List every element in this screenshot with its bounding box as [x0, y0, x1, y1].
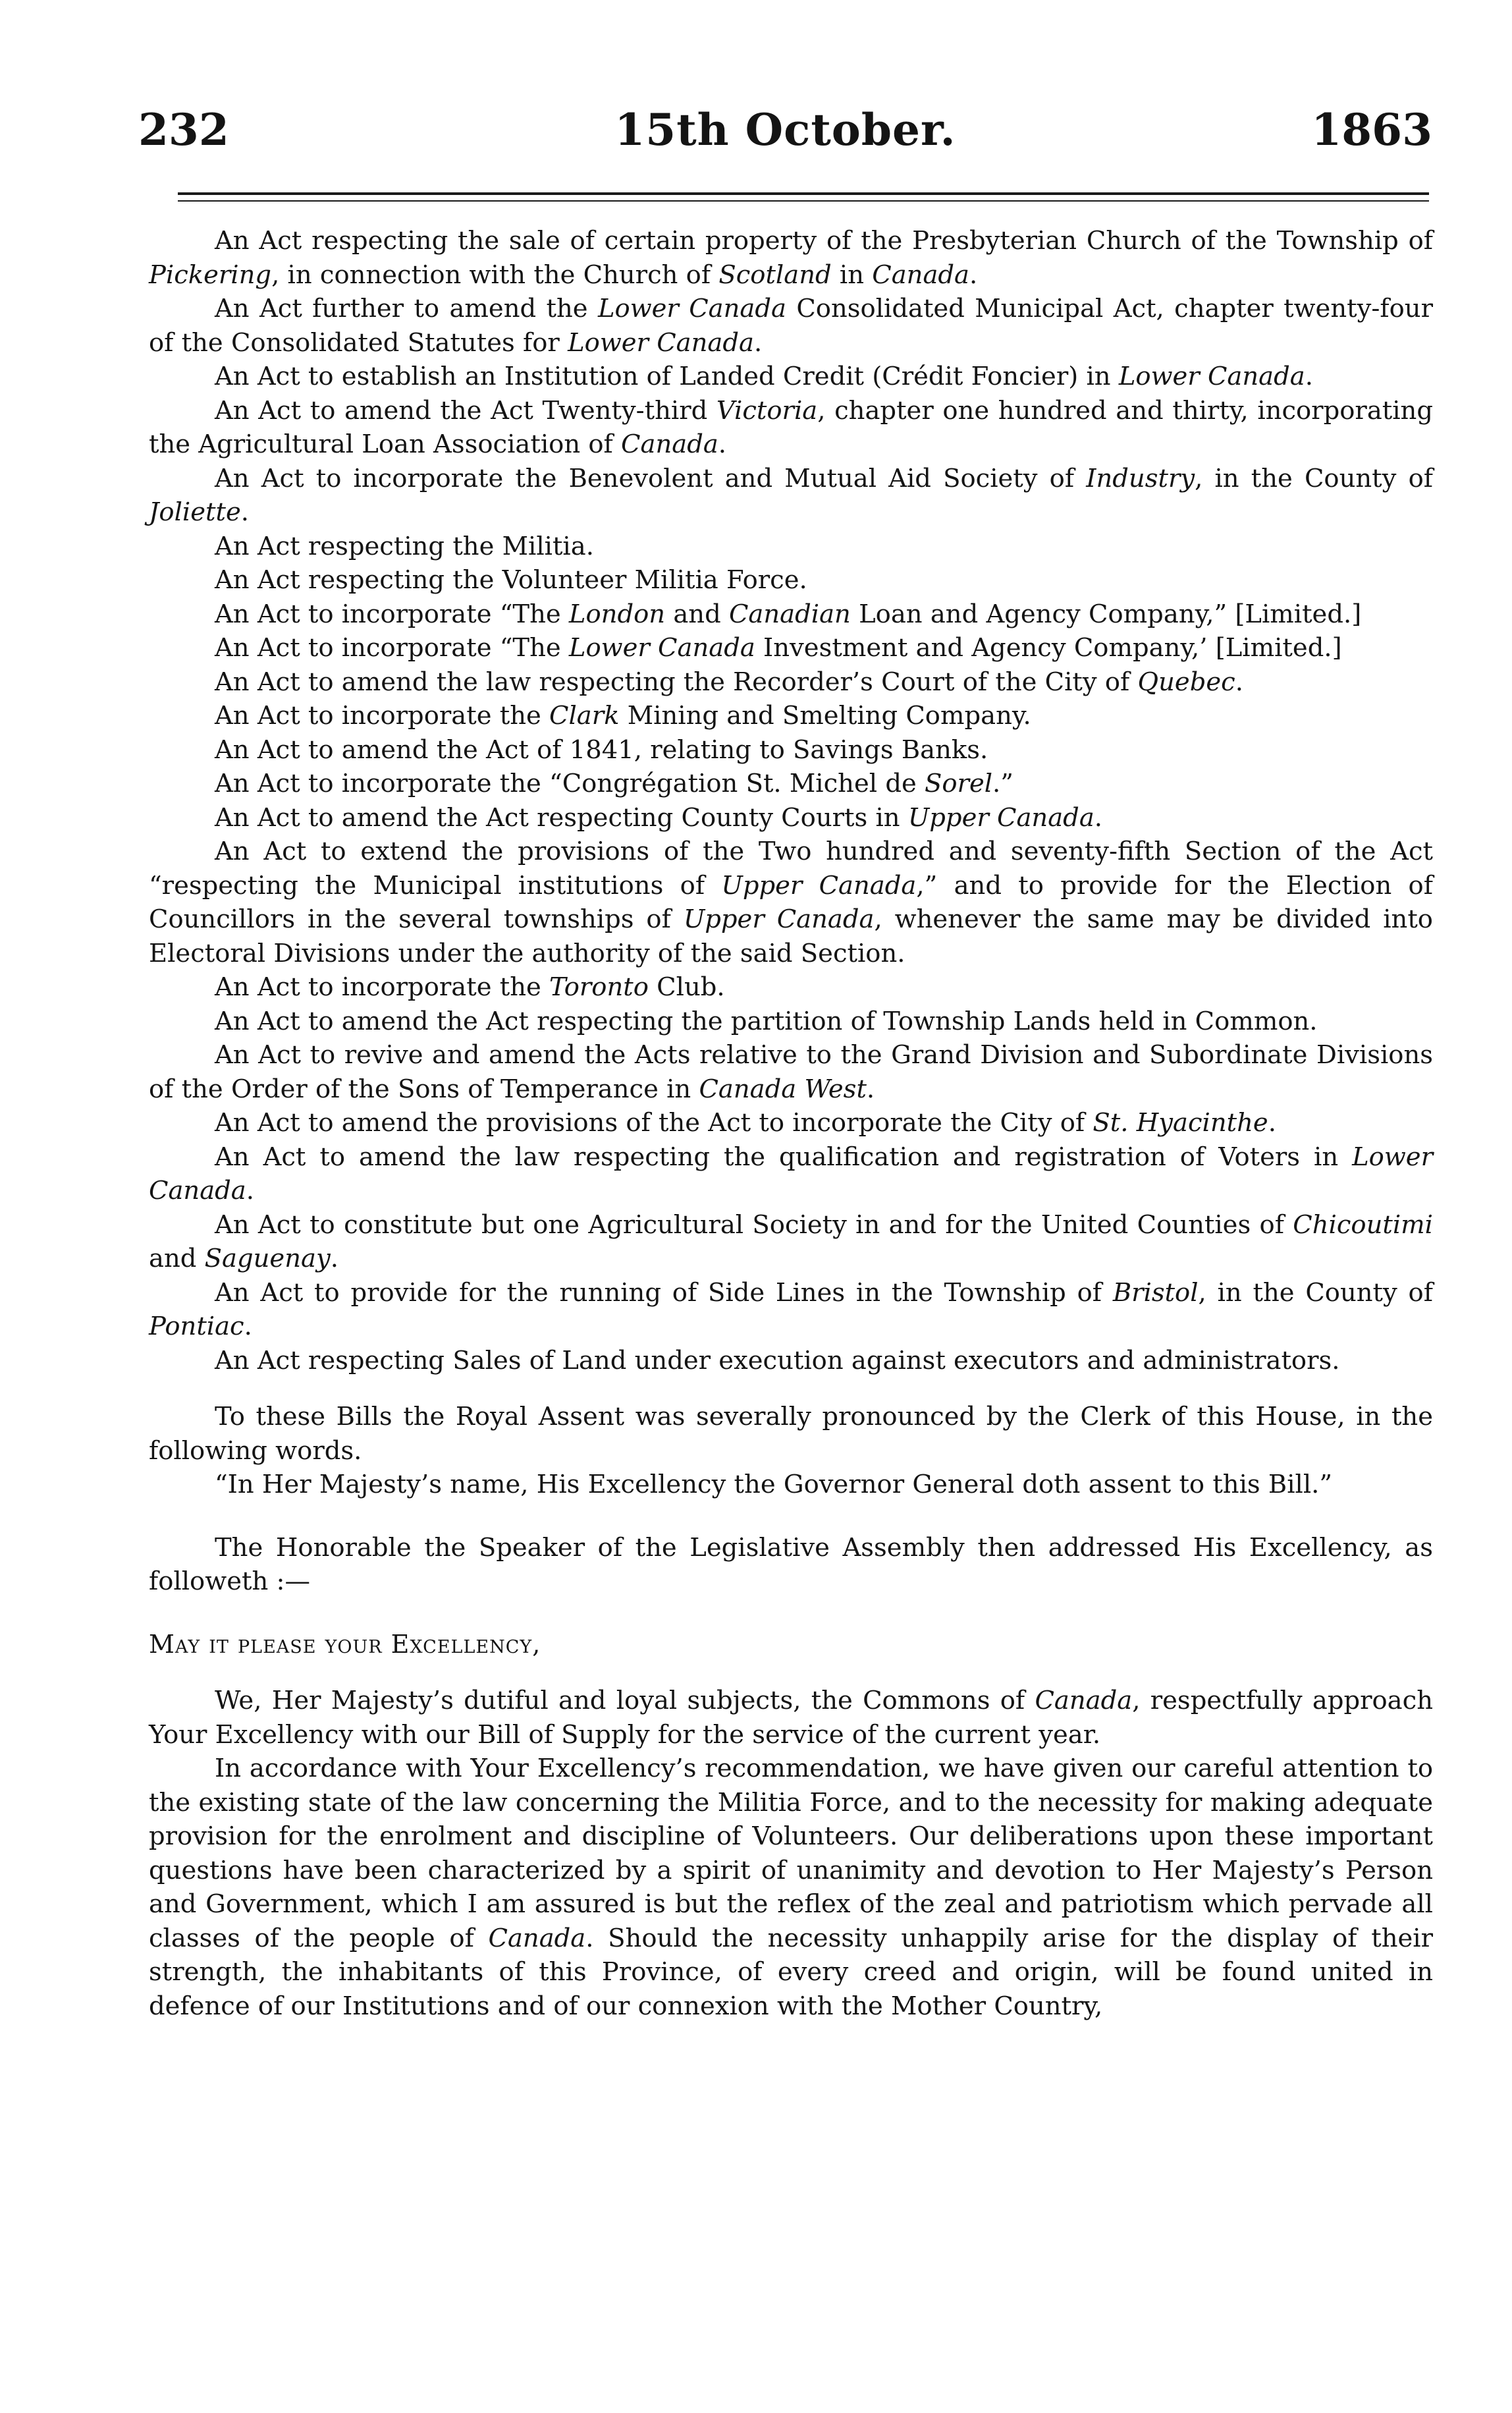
- act-entry: An Act respecting Sales of Land under execution against executors and administrators.: [215, 1345, 1340, 1375]
- act-entry: An Act respecting the Militia.: [215, 531, 594, 561]
- act-entry: An Act to incorporate the Benevolent and Mutual Aid Society of Industry, in the County of Joliette.: [149, 463, 1433, 527]
- header-rule-thick: [178, 192, 1429, 195]
- act-entry: An Act to amend the Act of 1841, relating to Savings Banks.: [215, 735, 988, 765]
- act-entry: An Act respecting the sale of certain property of the Presbyterian Church of the Township of Pickering, in connection with the Church of Scotland in Canada.: [149, 226, 1433, 290]
- act-entry: An Act respecting the Volunteer Militia Force.: [215, 565, 807, 595]
- page-header: [138, 92, 1432, 171]
- act-entry: An Act to amend the Act respecting County Courts in Upper Canada.: [215, 802, 1103, 833]
- act-entry: An Act further to amend the Lower Canada Consolidated Municipal Act, chapter twenty-four of the Consolidated Statutes for Lower Canada.: [149, 294, 1433, 358]
- act-entry: An Act to incorporate the Toronto Club.: [215, 972, 725, 1002]
- address-paragraph: We, Her Majesty’s dutiful and loyal subjects, the Commons of Canada, respectfully approach Your Excellency with our Bill of Supply for the service of the current year.: [149, 1686, 1433, 1750]
- act-entry: An Act to amend the law respecting the Recorder’s Court of the City of Quebec.: [215, 667, 1243, 697]
- address-text: [149, 1684, 1433, 2023]
- assent-formula: “In Her Majesty’s name, His Excellency the Governor General doth assent to this Bill.”: [215, 1470, 1333, 1499]
- speaker-intro: The Honorable the Speaker of the Legislative Assembly then addressed His Excellency, as followeth :—: [149, 1532, 1433, 1596]
- acts-list: [149, 224, 1433, 1377]
- act-entry: An Act to provide for the running of Side Lines in the Township of Bristol, in the County of Pontiac.: [149, 1277, 1433, 1341]
- salutation: May it please your Excellency,: [149, 1629, 541, 1659]
- act-entry: An Act to incorporate “The London and Canadian Loan and Agency Company,” [Limited.]: [215, 599, 1362, 629]
- running-title: 15th October.: [614, 104, 956, 155]
- address-paragraph: In accordance with Your Excellency’s recommendation, we have given our careful attention to the existing state of the law concerning the Militia Force, and to the necessity for making adequate provision for the enrolment and discipline of Volunteers. Our deliberations upon these important questions have been characterized by a spirit of unanimity and devotion to Her Majesty’s Person and Government, which I am assured is but the reflex of the zeal and patriotism which pervade all classes of the people of Canada. Should the necessity unhappily arise for the display of their strength, the inhabitants of this Province, of every creed and origin, will be found united in defence of our Institutions and of our connexion with the Mother Country,: [149, 1754, 1433, 2021]
- act-entry: An Act to establish an Institution of Landed Credit (Crédit Foncier) in Lower Canada.: [215, 362, 1313, 391]
- year: 1863: [1311, 104, 1432, 155]
- act-entry: An Act to incorporate “The Lower Canada Investment and Agency Company,’ [Limited.]: [215, 633, 1342, 663]
- act-entry: An Act to constitute but one Agricultural Society in and for the United Counties of Chicoutimi and Saguenay.: [149, 1209, 1433, 1273]
- act-entry: An Act to amend the provisions of the Act to incorporate the City of St. Hyacinthe.: [215, 1108, 1276, 1138]
- header-rule-thin: [178, 200, 1429, 202]
- page-body: [149, 224, 1433, 2023]
- act-entry: An Act to extend the provisions of the Two hundred and seventy-fifth Section of the Act “respecting the Municipal institutions of Upper Canada,” and to provide for the Election of Councillors in the several townships of Upper Canada, whenever the same may be divided into Electoral Divisions under the authority of the said Section.: [149, 837, 1433, 968]
- act-entry: An Act to amend the Act respecting the partition of Township Lands held in Common.: [215, 1006, 1318, 1036]
- act-entry: An Act to amend the Act Twenty-third Victoria, chapter one hundred and thirty, incorporating the Agricultural Loan Association of Canada.: [149, 395, 1433, 459]
- act-entry: An Act to revive and amend the Acts relative to the Grand Division and Subordinate Divisions of the Order of the Sons of Temperance in Canada West.: [149, 1040, 1433, 1104]
- act-entry: An Act to incorporate the Clark Mining and Smelting Company.: [215, 701, 1031, 731]
- act-entry: An Act to amend the law respecting the qualification and registration of Voters in Lower Canada.: [149, 1142, 1433, 1206]
- assent-intro: To these Bills the Royal Assent was severally pronounced by the Clerk of this House, in the following words.: [149, 1402, 1433, 1466]
- act-entry: An Act to incorporate the “Congrégation St. Michel de Sorel.”: [215, 769, 1013, 798]
- page-number: 232: [138, 104, 229, 155]
